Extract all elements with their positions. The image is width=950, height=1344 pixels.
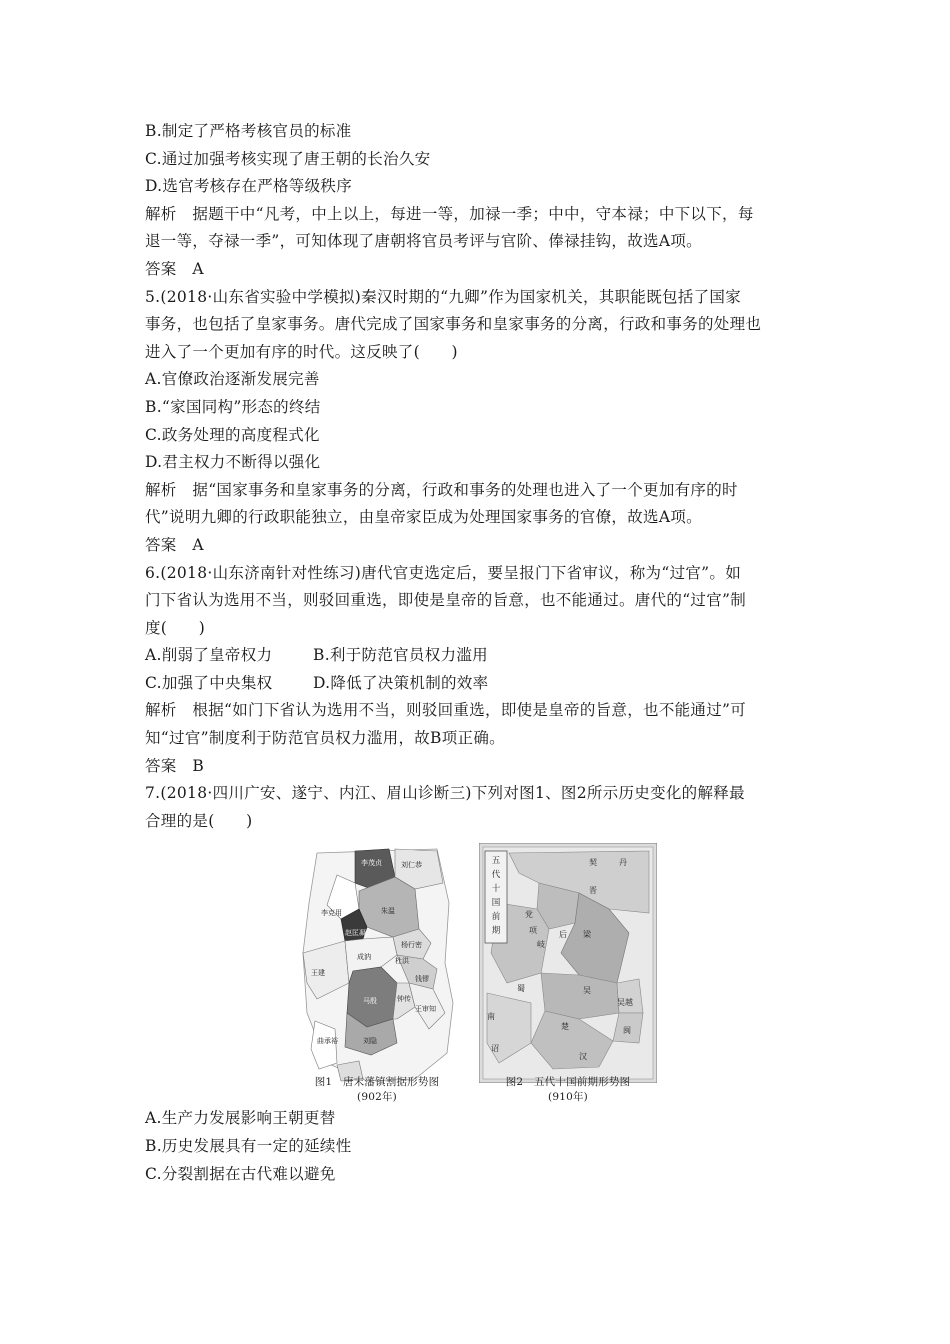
q5-option-c: C.政务处理的高度程式化	[145, 425, 320, 444]
svg-text:吴越: 吴越	[617, 998, 633, 1008]
q4-option-c: C.通过加强考核实现了唐王朝的长治久安	[145, 149, 431, 168]
svg-text:钱镠: 钱镠	[415, 975, 429, 984]
svg-text:钟传: 钟传	[397, 995, 411, 1004]
figure1-map	[297, 843, 457, 1083]
q6-stem-line: 门下省认为选用不当，则驳回重选，即使是皇帝的旨意，也不能通过。唐代的“过官”制	[145, 591, 747, 610]
svg-text:汉: 汉	[579, 1052, 587, 1062]
q5-stem-line: 进入了一个更加有序的时代。这反映了( )	[145, 342, 458, 361]
svg-text:丹: 丹	[619, 858, 627, 868]
svg-text:曲承裕: 曲承裕	[317, 1037, 338, 1046]
q6-option-d: D.降低了决策机制的效率	[313, 673, 489, 692]
svg-text:刘隐: 刘隐	[363, 1037, 377, 1046]
svg-text:岐: 岐	[537, 940, 545, 950]
svg-text:刘仁恭: 刘仁恭	[401, 861, 422, 870]
q6-answer: 答案 B	[145, 756, 205, 775]
q5-stem-line: 事务，也包括了皇家事务。唐代完成了国家事务和皇家事务的分离，行政和事务的处理也	[145, 315, 762, 334]
q4-analysis-line: 退一等，夺禄一季”，可知体现了唐朝将官员考评与官阶、俸禄挂钩，故选A项。	[145, 232, 702, 251]
svg-text:梁: 梁	[583, 930, 591, 940]
q6-option-a: A.削弱了皇帝权力	[145, 646, 273, 665]
svg-text:后: 后	[559, 930, 567, 940]
svg-text:期: 期	[491, 926, 501, 937]
svg-text:五: 五	[491, 856, 501, 867]
q7-stem-line: 7.(2018·四川广安、遂宁、内江、眉山诊断三)下列对图1、图2所示历史变化的解释最	[145, 784, 745, 803]
svg-text:杜洪: 杜洪	[395, 957, 409, 966]
figure1-caption: 图1 唐末藩镇割据形势图 (902年)	[314, 1076, 440, 1104]
svg-text:前: 前	[491, 912, 501, 923]
q6-stem-line: 6.(2018·山东济南针对性练习)唐代官吏选定后，要呈报门下省审议，称为“过官”。如	[145, 563, 742, 582]
q7-option-c: C.分裂割据在古代难以避免	[145, 1164, 336, 1183]
svg-text:吴: 吴	[583, 986, 591, 996]
figure2-map	[479, 843, 657, 1083]
q6-options-row	[145, 670, 815, 698]
q5-option-b: B.“家国同构”形态的终结	[145, 397, 321, 416]
svg-text:楚: 楚	[561, 1022, 569, 1032]
q4-answer: 答案 A	[145, 259, 204, 278]
q7-option-b: B.历史发展具有一定的延续性	[145, 1137, 352, 1156]
document-page	[145, 118, 815, 1188]
q6-analysis-line: 知“过官”制度利于防范官员权力滥用，故B项正确。	[145, 729, 505, 748]
svg-text:晋: 晋	[589, 886, 597, 896]
svg-text:诏: 诏	[491, 1044, 499, 1054]
svg-text:南: 南	[487, 1012, 495, 1022]
q7-option-a: A.生产力发展影响王朝更替	[145, 1109, 336, 1128]
svg-text:朱温: 朱温	[381, 907, 395, 916]
q5-option-d: D.君主权力不断得以强化	[145, 453, 321, 472]
q6-option-b: B.利于防范官员权力滥用	[313, 646, 488, 665]
svg-text:成汭: 成汭	[357, 953, 371, 962]
q5-option-a: A.官僚政治逐渐发展完善	[145, 370, 320, 389]
svg-text:王建: 王建	[311, 969, 325, 978]
svg-text:党: 党	[525, 910, 533, 920]
q5-stem-line: 5.(2018·山东省实验中学模拟)秦汉时期的“九卿”作为国家机关，其职能既包括了国家	[145, 287, 742, 306]
q5-analysis-line: 代”说明九卿的行政职能独立，由皇帝家臣成为处理国家事务的官僚，故选A项。	[145, 508, 702, 527]
q6-option-c: C.加强了中央集权	[145, 673, 273, 692]
svg-text:李茂贞: 李茂贞	[361, 859, 382, 868]
svg-text:杨行密: 杨行密	[401, 941, 422, 950]
svg-text:代: 代	[491, 870, 501, 881]
svg-text:蜀: 蜀	[517, 984, 525, 994]
q6-stem-line: 度( )	[145, 618, 206, 637]
q7-stem-line: 合理的是( )	[145, 811, 253, 830]
q5-answer: 答案 A	[145, 535, 204, 554]
svg-text:马殷: 马殷	[363, 997, 377, 1006]
q6-options-row	[145, 642, 815, 670]
svg-text:项: 项	[529, 926, 537, 936]
svg-text:李克用: 李克用	[321, 909, 342, 918]
svg-text:国: 国	[491, 898, 501, 909]
svg-text:十: 十	[491, 884, 501, 895]
svg-text:王审知: 王审知	[415, 1005, 436, 1014]
svg-text:赵匡凝: 赵匡凝	[345, 929, 366, 938]
svg-text:闽: 闽	[623, 1026, 631, 1036]
q4-analysis-line: 解析 据题干中“凡考，中上以上，每进一等，加禄一季；中中，守本禄；中下以下，每	[145, 204, 754, 223]
q4-option-d: D.选官考核存在严格等级秩序	[145, 177, 353, 196]
q6-analysis-line: 解析 根据“如门下省认为选用不当，则驳回重选，即使是皇帝的旨意，也不能通过”可	[145, 701, 747, 720]
figures	[297, 843, 815, 1105]
svg-text:契: 契	[589, 858, 597, 868]
q5-analysis-line: 解析 据“国家事务和皇家事务的分离，行政和事务的处理也进入了一个更加有序的时	[145, 480, 738, 499]
q4-option-b: B.制定了严格考核官员的标准	[145, 122, 352, 140]
figure2-caption: 图2 五代十国前期形势图 (910年)	[505, 1076, 631, 1104]
